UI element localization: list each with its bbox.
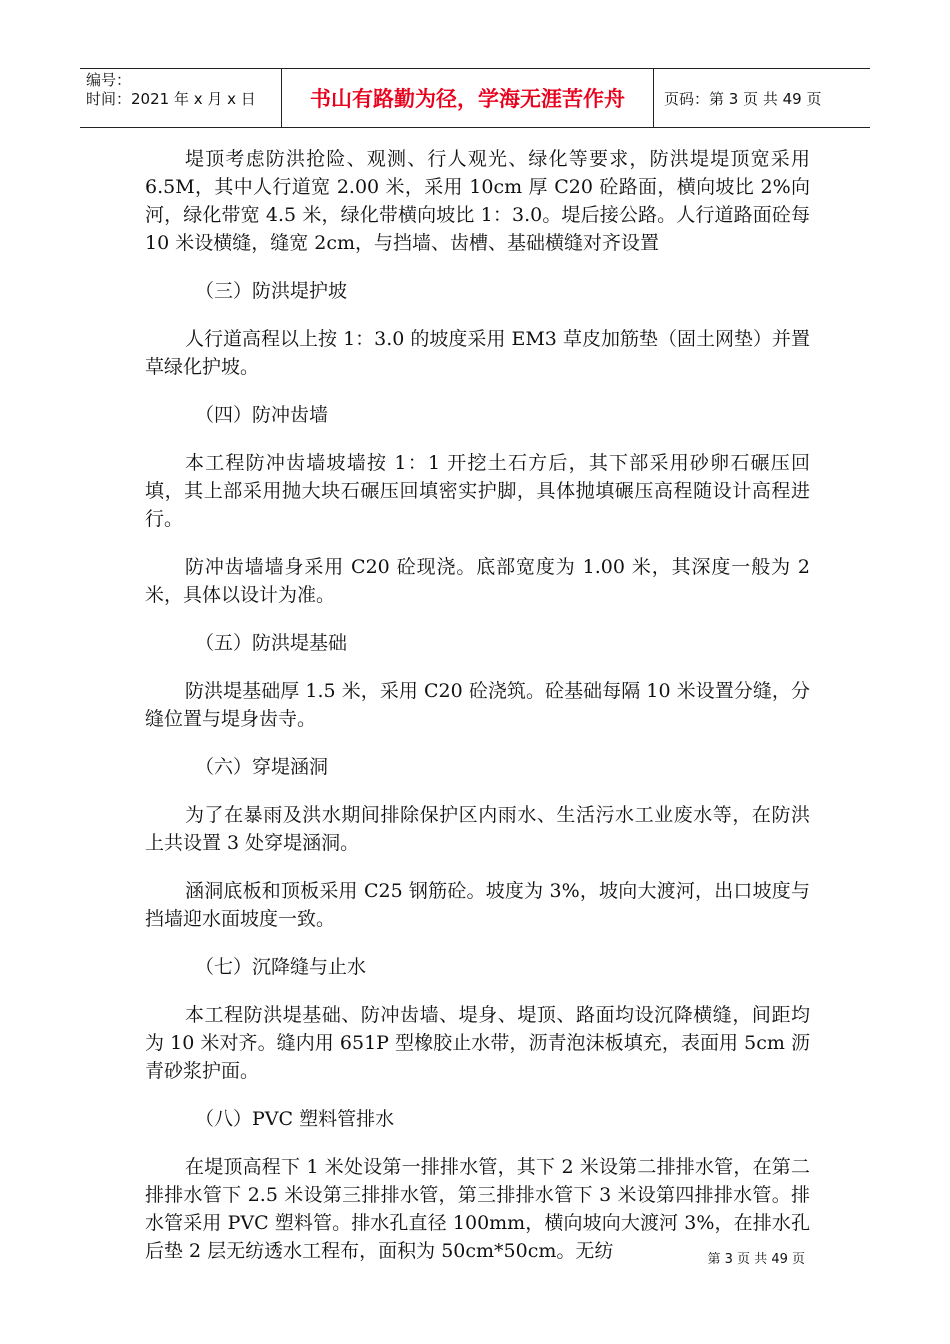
section-heading: （七）沉降缝与止水 [195,956,367,978]
paragraph: 本工程防洪堤基础、防冲齿墙、堤身、堤顶、路面均设沉降横缝，间距均为 10 米对齐。缝内用 651P 型橡胶止水带，沥青泡沫板填充，表面用 5cm 沥青砂浆护面。 [145,1004,810,1082]
paragraph: 堤顶考虑防洪抢险、观测、行人观光、绿化等要求，防洪堤堤顶宽采用 6.5M，其中人行道宽 2.00 米，采用 10cm 厚 C20 砼路面，横向坡比 2%向河，绿化带宽 4.5 米，绿化带横向坡比 1：3.0。堤后接公路。人行道路面砼每 10 米设横缝，缝宽 2cm，与挡墙、齿槽、基础横缝对齐设置 [145,148,810,254]
serial-label: 编号： [86,71,132,89]
section-heading: （三）防洪堤护坡 [195,280,348,302]
section-heading: （六）穿堤涵洞 [195,756,329,778]
header-meta [80,69,282,127]
paragraph: 人行道高程以上按 1：3.0 的坡度采用 EM3 草皮加筋垫（固土网垫）并置草绿化护坡。 [145,328,810,378]
paragraph: 在堤顶高程下 1 米处设第一排排水管，其下 2 米设第二排排水管，在第二排排水管下 2.5 米设第三排排水管，第三排排水管下 3 米设第四排排水管。排水管采用 PVC 塑料管。排水孔直径 100mm，横向坡向大渡河 3%，在排水孔后垫 2 层无纺透水工程布，面积为 50cm*50cm。无纺 [145,1156,810,1262]
page-header [80,68,870,128]
header-motto: 书山有路勤为径，学海无涯苦作舟 [282,69,654,127]
paragraph: 为了在暴雨及洪水期间排除保护区内雨水、生活污水工业废水等，在防洪上共设置 3 处穿堤涵洞。 [145,804,810,854]
section-heading: （八）PVC 塑料管排水 [195,1108,395,1130]
paragraph: 本工程防冲齿墙坡墙按 1：1 开挖土石方后，其下部采用砂卵石碾压回填，其上部采用抛大块石碾压回填密实护脚，具体抛填碾压高程随设计高程进行。 [145,452,810,530]
section-heading: （四）防冲齿墙 [195,404,329,426]
paragraph: 防冲齿墙墙身采用 C20 砼现浇。底部宽度为 1.00 米，其深度一般为 2 米，具体以设计为准。 [145,556,810,606]
paragraph: 防洪堤基础厚 1.5 米，采用 C20 砼浇筑。砼基础每隔 10 米设置分缝，分缝位置与堤身齿寺。 [145,680,810,730]
paragraph: 涵洞底板和顶板采用 C25 钢筋砼。坡度为 3%，坡向大渡河，出口坡度与挡墙迎水面坡度一致。 [145,880,810,930]
page-footer: 第 3 页 共 49 页 [707,1252,805,1267]
time-label: 时间：2021 年 x 月 x 日 [86,90,256,108]
header-page-number: 页码：第 3 页 共 49 页 [664,89,822,108]
document-body [145,145,810,1285]
section-heading: （五）防洪堤基础 [195,632,348,654]
